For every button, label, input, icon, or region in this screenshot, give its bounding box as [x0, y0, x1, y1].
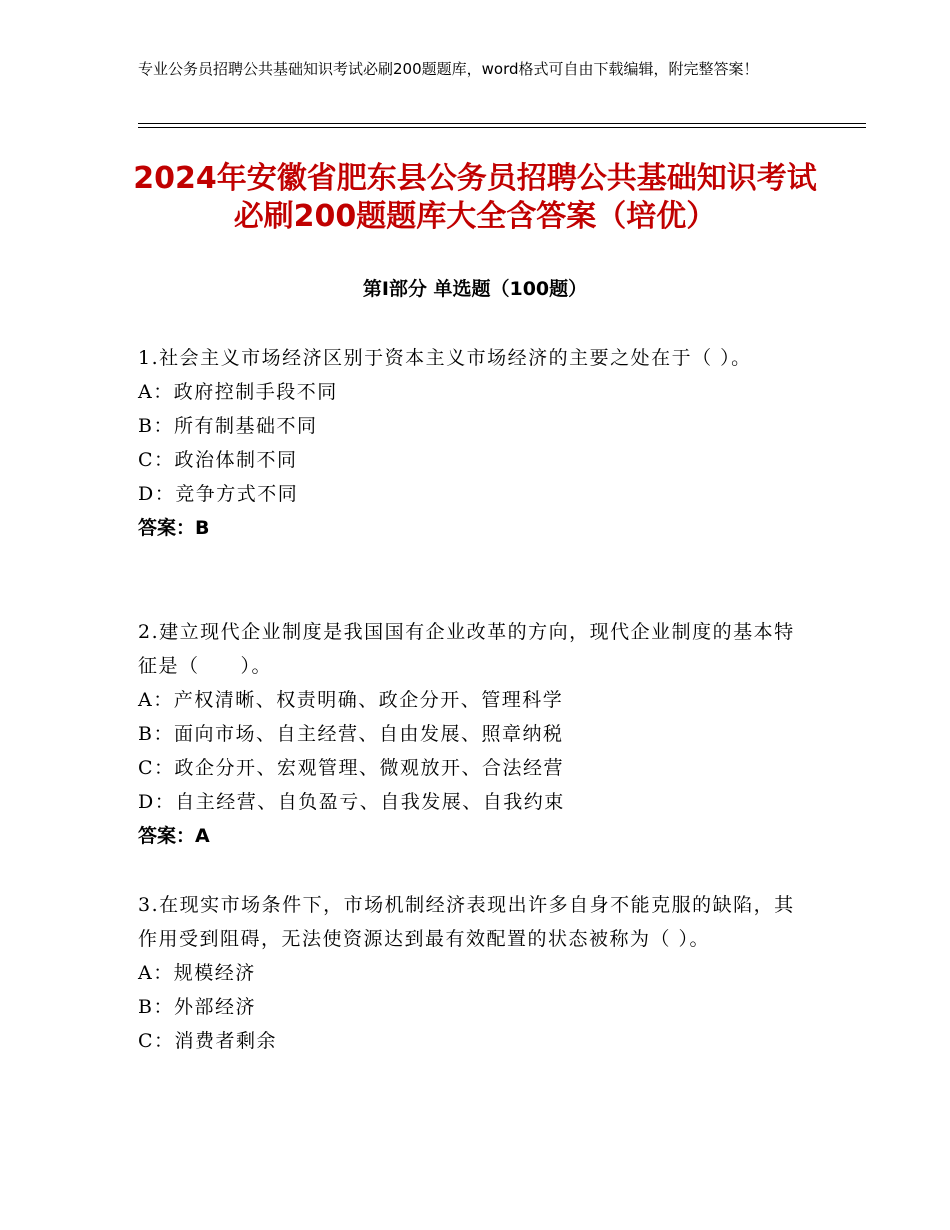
answer: 答案：A — [138, 825, 210, 847]
option-b: B：外部经济 — [138, 996, 256, 1018]
question-3 — [138, 888, 812, 1058]
document-title: 2024年安徽省肥东县公务员招聘公共基础知识考试必刷200题题库大全含答案（培优） — [133, 161, 817, 234]
question-text: 1.社会主义市场经济区别于资本主义市场经济的主要之处在于（ ）。 — [138, 347, 752, 369]
section-title: 第Ⅰ部分 单选题（100题） — [362, 278, 588, 300]
option-c: C：政治体制不同 — [138, 449, 298, 471]
question-1 — [138, 341, 812, 545]
option-a: A：规模经济 — [138, 962, 256, 984]
option-b: B：面向市场、自主经营、自由发展、照章纳税 — [138, 723, 564, 745]
option-b: B：所有制基础不同 — [138, 415, 318, 437]
option-c: C：政企分开、宏观管理、微观放开、合法经营 — [138, 757, 565, 779]
header-rule-thick — [138, 123, 866, 124]
option-a: A：产权清晰、权责明确、政企分开、管理科学 — [138, 689, 564, 711]
question-text: 3.在现实市场条件下，市场机制经济表现出许多自身不能克服的缺陷，其作用受到阻碍，无法使资源达到最有效配置的状态被称为（ ）。 — [138, 894, 795, 950]
option-c: C：消费者剩余 — [138, 1030, 278, 1052]
question-text: 2.建立现代企业制度是我国国有企业改革的方向，现代企业制度的基本特征是（ ）。 — [138, 621, 795, 677]
option-d: D：竞争方式不同 — [138, 483, 299, 505]
option-d: D：自主经营、自负盈亏、自我发展、自我约束 — [138, 791, 565, 813]
header-rule-thin — [138, 127, 866, 128]
answer: 答案：B — [138, 517, 210, 539]
question-2 — [138, 615, 812, 853]
header-note: 专业公务员招聘公共基础知识考试必刷200题题库，word格式可自由下载编辑，附完整答案！ — [138, 60, 759, 78]
option-a: A：政府控制手段不同 — [138, 381, 338, 403]
